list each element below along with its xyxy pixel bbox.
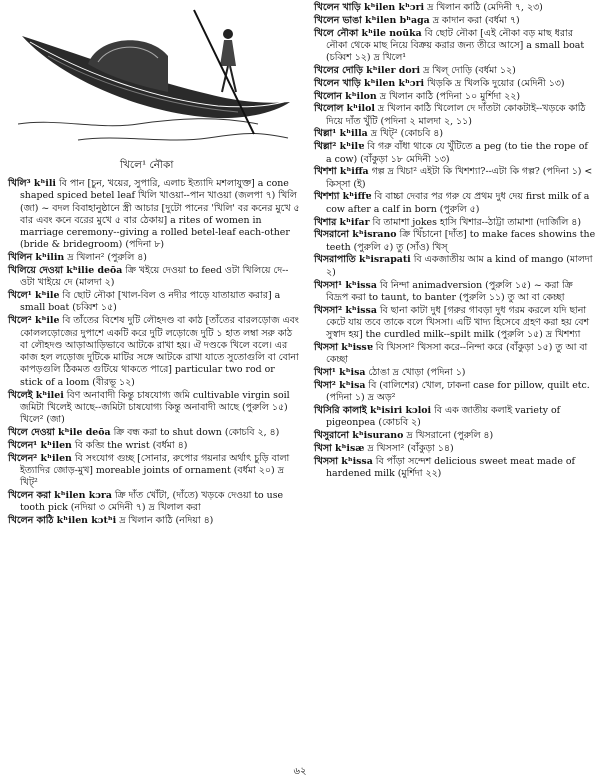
dictionary-entry <box>314 28 596 65</box>
definition: দ্র খিল্ দোড়ি (বর্ধমা ১২) <box>423 64 516 76</box>
dictionary-entry <box>8 315 300 389</box>
dictionary-entry <box>8 440 300 452</box>
headword: খিলে² kʰile <box>8 315 60 327</box>
dictionary-entry <box>314 65 596 77</box>
dictionary-entry <box>8 252 300 264</box>
illustration-caption: খিলে¹ নৌকা <box>120 159 174 171</box>
headword: খিলে নৌকা kʰile noūka <box>314 27 422 39</box>
definition: বি পাঁড়া সন্দেশ delicious sweet meat made of hardened milk (মুর্শিদা ২২) <box>326 455 575 479</box>
dictionary-entry <box>314 217 596 229</box>
dictionary-entry <box>314 342 596 367</box>
headword: খিসরাপাতি kʰisrapati <box>314 254 411 266</box>
definition: দ্র খিট্² (কোচবি ৪) <box>370 128 444 140</box>
dictionary-entry <box>8 265 300 290</box>
definition: দ্র খিলান কাঠি (নদিয়া ৪) <box>119 515 214 527</box>
headword: খিলেন খাড়ি kʰilen kʰɔri <box>314 2 425 13</box>
headword: খিলি³ kʰili <box>8 178 56 189</box>
dictionary-entry <box>314 128 596 140</box>
definition: ক্রি বন্ধ করা to shut down (কোচবি ২, ৪) <box>113 426 280 438</box>
dictionary-entry <box>314 91 596 103</box>
definition: বি একজাতীয় আম a kind of mango (মালদা ২) <box>326 254 593 278</box>
dictionary-entry <box>314 380 596 405</box>
definition: গল্প দ্র খিচা² এইটা কি খিশশ্যা?--এটা কি গল্প? (পদিনা ১) < কিস্সা (ই) <box>326 166 593 190</box>
definition: বি (বালিশের) খোল, ঢাকনা case for pillow, quilt etc. (পদিনা ১) দ্র অড়² <box>326 379 590 404</box>
right-column <box>314 2 596 481</box>
dictionary-entry <box>314 367 596 379</box>
definition: দ্র খিসসা² (বাঁকুড়া ১৪) <box>367 442 454 454</box>
headword: খিলোল kʰilol <box>314 103 375 115</box>
dictionary-entry <box>314 456 596 481</box>
headword: খিলিয়ে দেওয়া kʰilie deōa <box>8 265 123 277</box>
dictionary-entry <box>8 515 300 527</box>
dictionary-entry <box>8 427 300 439</box>
dictionary-entry <box>314 15 596 27</box>
dictionary-entry <box>314 305 596 342</box>
page-number: ৬২ <box>293 766 307 777</box>
headword: খিসরানো kʰisrano <box>314 229 397 241</box>
definition: দ্র খিসরানো (পুরুলি ৪) <box>406 430 494 442</box>
headword: খিসসা¹ kʰissa <box>314 279 377 291</box>
definition: বি ছোট নৌকা [এই নৌকা বড় মাছ ধরার নৌকা থেকে মাছ নিয়ে বিক্রয় করার জন্য তীরে আসে] a small boat (চব্বিশ ১২) দ্র খিলে¹ <box>326 27 585 64</box>
headword: খিসা kʰisæ <box>314 442 365 454</box>
definition: বি পান [চুন, খয়ের, সুপারি, এলাচ ইত্যাদি মশলাযুক্ত] a cone shaped spiced betel leaf খিলি খাওয়া--পান খাওয়া (জলপা ৭) খিলি (জা) ~ বদল বিবাহানুষ্ঠানে স্ত্রী আচার [দুটো পানের 'খিলি' বর কনের মুখে ৫ বার এবং কনে বরের মুখে ৫ বার ঠেকায়] a rites of women in marriage ceremony--giving a rolled betel-leaf each-other (bride & bridegroom) (পদিনা ৮) <box>20 178 300 251</box>
definition: বি সংযোগ গুচ্ছ [সোনার, রুপোর গয়নার অর্থাৎ চুড়ি বালা ইত্যাদির জোড়-মুখ] moreable joints of ornament (বর্ধমা ২০) দ্র খিট্² <box>20 452 290 489</box>
headword: খিসা¹ kʰisa <box>314 367 366 379</box>
headword: খিলোন kʰilon <box>314 90 377 102</box>
dictionary-entry <box>8 178 300 252</box>
definition: বিণ অনাবাদী কিন্তু চাষযোগ্য জমি cultivable virgin soil জমিটা খিলেই আছে--জমিটা চাষযোগ্য কিন্তু অনাবাদী আছে (পুরুলি ১৫) খিলে² (জা) <box>20 389 290 426</box>
dictionary-entry <box>314 280 596 305</box>
dictionary-entry <box>314 78 596 90</box>
headword: খিলেন করা kʰilen kɔra <box>8 489 112 501</box>
headword: খিলেন ভাঙা kʰilen bʰaga <box>314 14 430 26</box>
definition: দ্র খিলান কাঠি (পদিনা ১০ মুর্শিদা ২২) <box>379 90 521 102</box>
definition: বি নিন্দা animadversion (পুরুলি ১৫) ~ করা ক্রি বিদ্রূপ করা to taunt, to banter (পুরুলি ১১) তু আ বা কেচ্ছা <box>326 279 573 303</box>
definition: বি খিসসা² খিসসা করে--নিন্দা করে (বাঁকুড়া ১৫) তু আ বা কেচ্ছা <box>326 342 588 366</box>
headword: খিসা² kʰisa <box>314 379 366 391</box>
headword: খিলে দেওয়া kʰile deōa <box>8 426 111 438</box>
left-column <box>8 178 300 528</box>
headword: খিসসা² kʰissa <box>314 304 377 316</box>
definition: দ্র খিলান² (পুরুলি ৪) <box>67 252 147 264</box>
definition: ক্রি খিঁচানো [দাঁত] to make faces showins the teeth (পুরুলি ৫) তু (সাঁও) খিস্ <box>326 229 596 253</box>
headword: খিলেন কাঠি kʰilen kɔtʰi <box>8 515 117 527</box>
headword: খিলের দোড়ি kʰiler dori <box>314 64 421 76</box>
headword: খিলে¹ kʰile <box>8 290 60 302</box>
dictionary-entry <box>8 290 300 315</box>
dictionary-entry <box>314 405 596 430</box>
headword: খিশশ্যা kʰiffɐ <box>314 191 372 203</box>
dictionary-entry <box>314 254 596 279</box>
definition: বি ছানা কাটা দুধ [গরুর গাবড়া দুধ গরম করলে যদি ছানা কেটে যায় তবে তাকে বলে খিসসা। এটি খাদ্য হিসেবে গ্রহণ করা হয় বেশ সুস্বাদ হয়] the curdled milk--spilt milk (পুরুলি ১৫) দ্র খিশশ্যা <box>326 304 590 341</box>
headword: খিসসা kʰissa <box>314 455 373 467</box>
definition: দ্র খিলান কাঠি (মেদিনী ৭, ২৩) <box>427 2 543 13</box>
definition: ঠোঙা দ্র খোড়া (পদিনা ১) <box>368 367 466 379</box>
dictionary-entry <box>314 443 596 455</box>
definition: খিড়কি দ্র খিলকি দুয়োর (মেদিনী ১৩) <box>427 77 565 89</box>
headword: খিলেই kʰilei <box>8 389 64 401</box>
definition: বি গরু বাঁধা থাকে যে খুঁটিতে a peg (to tie the rope of a cow) (বাঁকুড়া ১৮ মেদিনী ১৩) <box>326 141 588 165</box>
dictionary-entry <box>8 453 300 490</box>
dictionary-entry <box>314 166 596 191</box>
dictionary-entry <box>314 103 596 128</box>
definition: ক্রি দাঁত খোঁটা, (দাঁতে) খড়কে দেওয়া to use tooth pick (নদিয়া ৩ মেদিনী ৭) দ্র খিলাল করা <box>20 489 284 514</box>
headword: খিসুরানো kʰisurano <box>314 430 404 442</box>
definition: বি বাচ্চা দেবার পর গরু যে প্রথম দুধ দেয় first milk of a cow after a calf in born (পুরুলি ৫) <box>326 191 590 215</box>
headword: খিলেন¹ kʰilen <box>8 439 72 451</box>
headword: খিসসা kʰissɐ <box>314 342 373 354</box>
headword: খিল্লা¹ kʰilla <box>314 128 368 140</box>
definition: বি তামাশা jokes হাসি খিশার--ঠাট্টা তামাশা (দার্জিলি ৪) <box>372 216 582 228</box>
definition: বি কব্জি the wrist (বর্ধমা ৪) <box>74 439 188 451</box>
headword: খিলিন kʰilin <box>8 252 65 264</box>
headword: খিশশা kʰiffa <box>314 166 369 178</box>
dictionary-entry <box>314 430 596 442</box>
headword: খিসিরি কালাই kʰisiri kɔloi <box>314 405 432 416</box>
dictionary-entry <box>8 490 300 515</box>
definition: দ্র কাদান করা (বর্ধমা ৭) <box>432 14 520 26</box>
definition: দ্র খিলান কাঠি খিলোল দে দাঁতটা কোকটাই--খড়কে কাঠি দিয়ে দাঁত খুঁটি (পদিনা ২ মালদা ২, ১১) <box>326 103 586 127</box>
headword: খিল্লা² kʰilɐ <box>314 141 365 153</box>
headword: খিলেন² kʰilen <box>8 452 72 464</box>
dictionary-entry <box>8 390 300 427</box>
dictionary-entry <box>314 141 596 166</box>
definition: বি তাঁতের বিশেষ দুটি লৌহদণ্ড বা কাঠ [তাঁতের বারলড়োজ এবং কোললড়োজের দুপাশে একটি করে দুটি লড়োজে দুটি ১ হাত লম্বা সরু কাঠ বা লৌহদণ্ড আড়াআড়িভাবে আটকে রাখা হয়। ঐ দণ্ডকে খিলে বলে। এর কাজ হল লড়োজ দুটিকে মাটির সঙ্গে আটকে রাখা যাতে সুতোগুলি বা বোনা কাপড়গুলি ঠিকমত গুটিয়ে থাকতে পারে] particular two rod or stick of a loom (বীরভূ ১২) <box>20 315 299 388</box>
dictionary-entry <box>314 229 596 254</box>
headword: খিলেন খাড়ি kʰilen kʰɔri <box>314 77 425 89</box>
boat-illustration <box>18 6 298 156</box>
definition: বি এক জাতীয় কলাই variety of pigeonpea (কোচবি ২) <box>326 405 561 429</box>
definition: ক্রি খইয়ে দেওয়া to feed ওটা খিলিয়ে দে--ওটা খাইয়ে দে (মালদা ২) <box>20 265 289 289</box>
headword: খিশার kʰifar <box>314 216 370 228</box>
dictionary-entry <box>314 191 596 216</box>
dictionary-entry <box>314 2 596 14</box>
definition: বি ছোট নৌকা [খাল-বিল ও নদীর পাড়ে যাতায়াত করার] a small boat (চব্বিশ ১৫) <box>20 290 281 314</box>
